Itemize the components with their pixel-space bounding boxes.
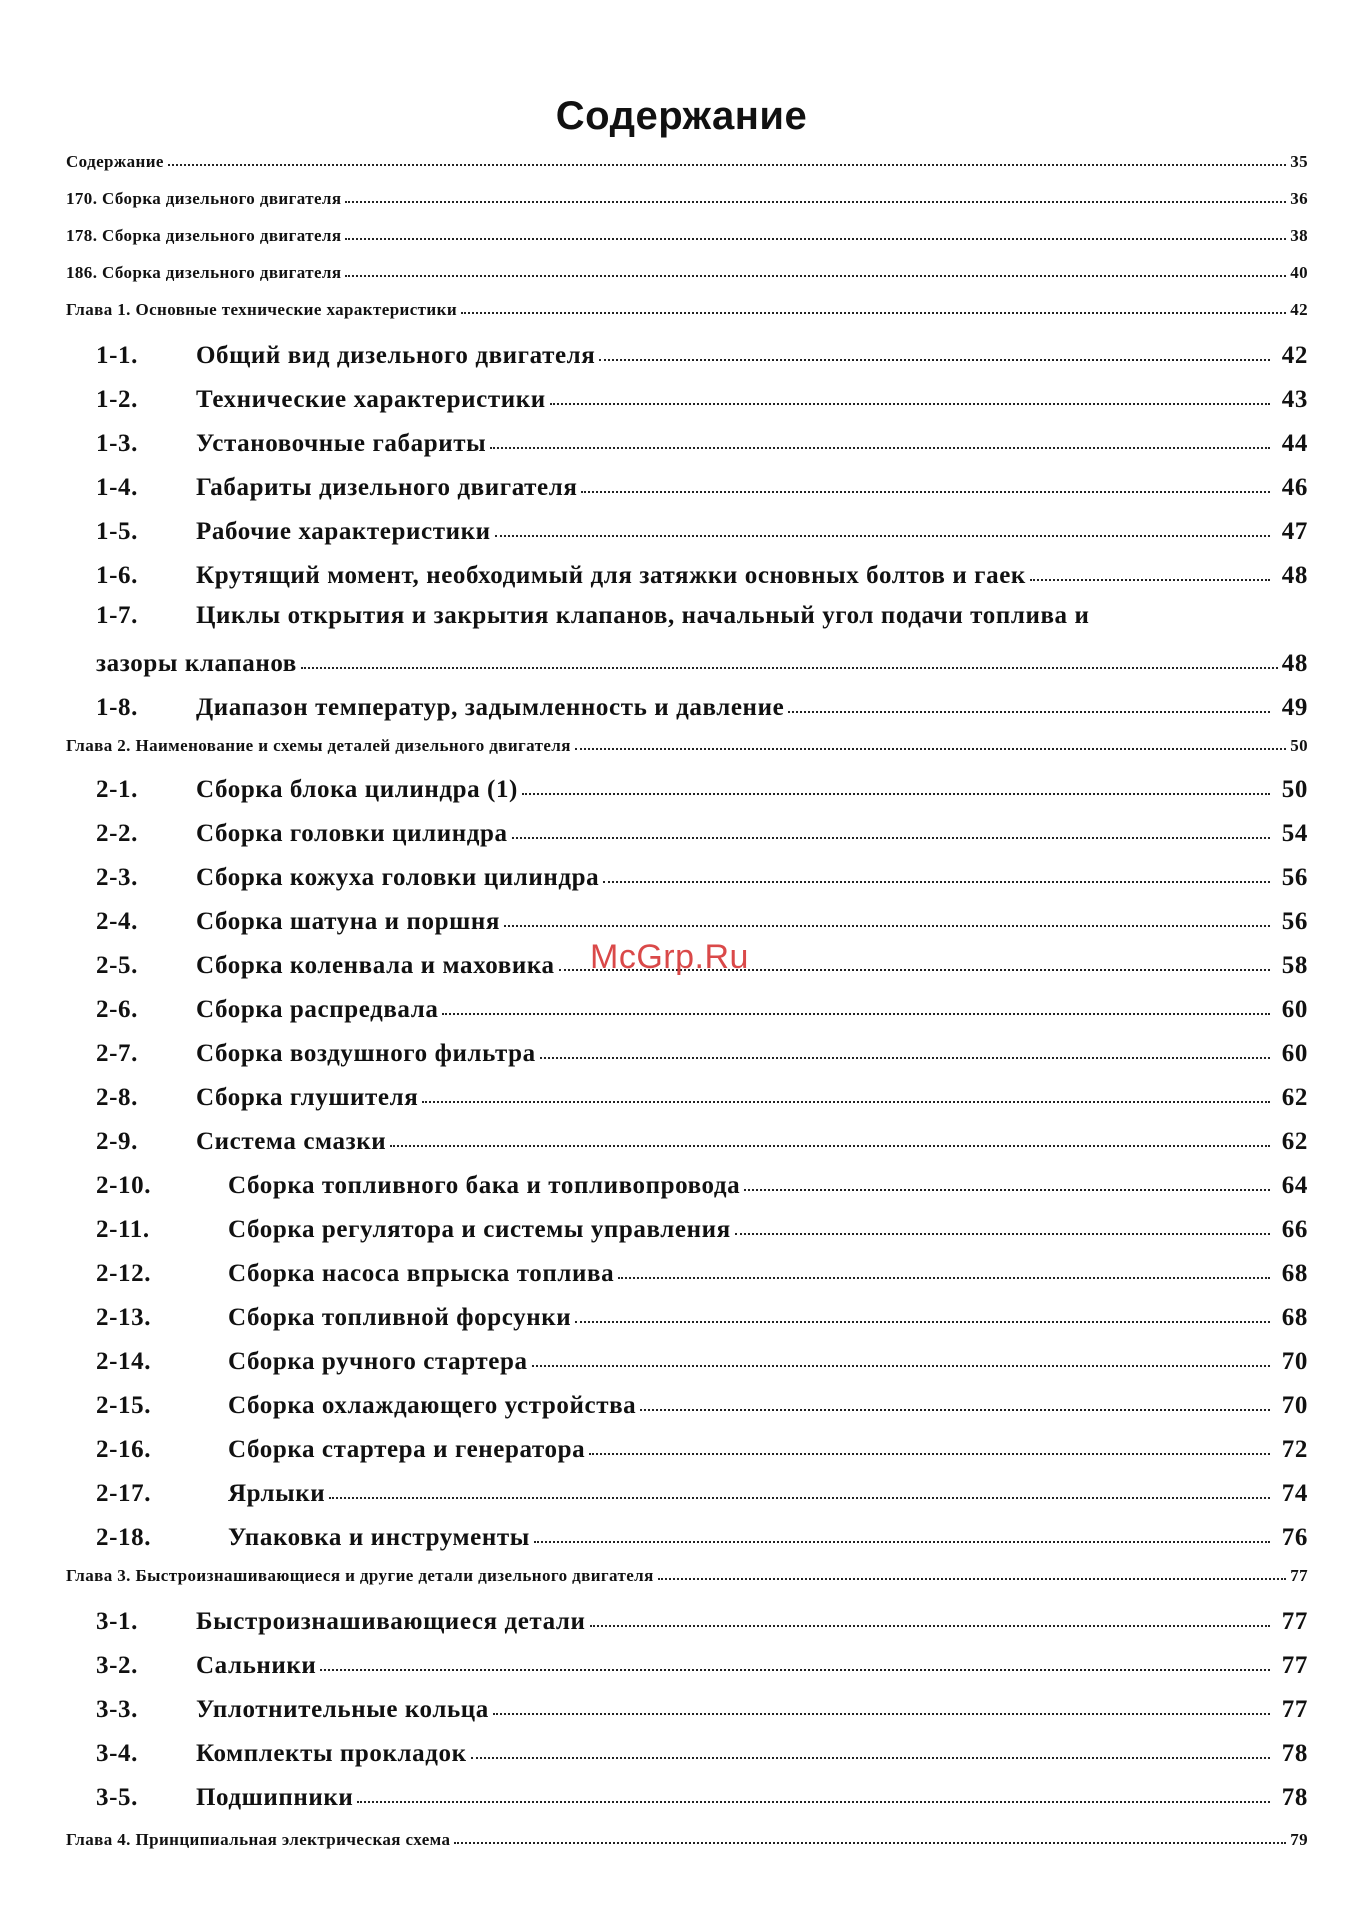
toc-section-number: 1-6. [96, 562, 138, 589]
toc-entry-page: 36 [1290, 189, 1308, 208]
toc-entry[interactable] [66, 150, 1308, 172]
toc-entry-page: 43 [1281, 386, 1308, 413]
dot-leader [788, 690, 1270, 715]
toc-section-entry[interactable] [96, 338, 1308, 370]
dot-leader [522, 772, 1270, 797]
toc-entry-page: 74 [1281, 1480, 1308, 1507]
dot-leader [540, 1036, 1270, 1061]
toc-entry-label: Сборка коленвала и маховика [196, 952, 555, 979]
toc-entry-page: 64 [1281, 1172, 1308, 1199]
toc-entry-label: Сальники [196, 1652, 317, 1679]
toc-section-number: 2-16. [96, 1436, 152, 1463]
toc-entry-label: Сборка кожуха головки цилиндра [196, 864, 600, 891]
dot-leader [550, 382, 1270, 407]
toc-section-entry[interactable] [96, 1300, 1308, 1332]
toc-entry-label: Система смазки [196, 1128, 387, 1155]
toc-entry-label: Сборка стартера и генератора [228, 1436, 586, 1463]
dot-leader [390, 1124, 1270, 1149]
dot-leader [493, 1692, 1270, 1717]
toc-section-number: 2-15. [96, 1392, 152, 1419]
toc-entry-label: Быстроизнашивающиеся детали [196, 1608, 586, 1635]
toc-section-entry[interactable] [96, 1036, 1308, 1068]
toc-section-entry[interactable] [96, 1256, 1308, 1288]
toc-entry-page: 42 [1281, 342, 1308, 369]
toc-section-entry[interactable] [96, 1212, 1308, 1244]
toc-section-entry[interactable] [96, 1080, 1308, 1112]
toc-entry-label: 178. Сборка дизельного двигателя [66, 226, 342, 245]
toc-entry-page: 38 [1290, 226, 1308, 245]
toc-section-entry-continuation[interactable] [96, 646, 1308, 678]
toc-section-number: 1-1. [96, 342, 138, 369]
toc-section-number: 1-4. [96, 474, 138, 501]
dot-leader [357, 1780, 1270, 1805]
toc-entry-page: 48 [1281, 650, 1308, 677]
toc-chapter-entry[interactable] [66, 1828, 1308, 1850]
toc-entry-label: Сборка глушителя [196, 1084, 419, 1111]
toc-section-entry[interactable] [96, 426, 1308, 458]
toc-entry-label: Ярлыки [228, 1480, 326, 1507]
toc-section-number: 2-11. [96, 1216, 150, 1243]
dot-leader [422, 1080, 1270, 1105]
toc-entry-label: Рабочие характеристики [196, 518, 491, 545]
toc-section-entry[interactable] [96, 690, 1308, 722]
toc-entry-page: 49 [1281, 694, 1308, 721]
toc-section-entry[interactable] [96, 1124, 1308, 1156]
toc-section-number: 2-8. [96, 1084, 138, 1111]
dot-leader [345, 261, 1286, 278]
toc-section-number: 1-8. [96, 694, 138, 721]
toc-entry-page: 50 [1290, 736, 1308, 755]
toc-entry-label: Крутящий момент, необходимый для затяжки основных болтов и гаек [196, 562, 1026, 589]
toc-entry-label: Сборка охлаждающего устройства [228, 1392, 637, 1419]
dot-leader [534, 1520, 1270, 1545]
toc-entry-page: 79 [1290, 1830, 1308, 1849]
toc-entry-page: 60 [1281, 996, 1308, 1023]
toc-entry-page: 35 [1290, 152, 1308, 171]
dot-leader [301, 646, 1278, 671]
dot-leader [735, 1212, 1270, 1237]
toc-section-entry[interactable] [96, 382, 1308, 414]
watermark: McGrp.Ru [590, 938, 749, 976]
toc-entry-label: Глава 3. Быстроизнашивающиеся и другие детали дизельного двигателя [66, 1566, 654, 1585]
toc-entry-page: 77 [1281, 1652, 1308, 1679]
dot-leader [504, 904, 1270, 929]
toc-entry-page: 68 [1281, 1260, 1308, 1287]
toc-entry-label: Сборка распредвала [196, 996, 439, 1023]
toc-entry-label: Сборка насоса впрыска топлива [228, 1260, 615, 1287]
toc-section-entry[interactable] [96, 1476, 1308, 1508]
toc-entry-label: Сборка регулятора и системы управления [228, 1216, 731, 1243]
dot-leader [471, 1736, 1270, 1761]
dot-leader [345, 224, 1286, 241]
toc-entry[interactable] [66, 187, 1308, 209]
toc-section-number: 3-2. [96, 1652, 138, 1679]
toc-entry-label: 186. Сборка дизельного двигателя [66, 263, 342, 282]
toc-section-number: 2-14. [96, 1348, 152, 1375]
toc-entry-page: 40 [1290, 263, 1308, 282]
dot-leader [590, 1604, 1270, 1629]
toc-section-entry[interactable] [96, 470, 1308, 502]
dot-leader [581, 470, 1270, 495]
toc-entry-label: Установочные габариты [196, 430, 487, 457]
toc-section-entry[interactable] [96, 992, 1308, 1024]
toc-entry-page: 68 [1281, 1304, 1308, 1331]
page-title: Содержание [555, 94, 808, 138]
toc-entry-label: Сборка топливного бака и топливопровода [228, 1172, 741, 1199]
toc-entry-page: 78 [1281, 1740, 1308, 1767]
toc-section-number: 2-17. [96, 1480, 152, 1507]
dot-leader [532, 1344, 1270, 1369]
dot-leader [461, 298, 1286, 315]
toc-entry-page: 62 [1281, 1128, 1308, 1155]
toc-section-entry[interactable] [96, 1344, 1308, 1376]
toc-section-number: 2-18. [96, 1524, 152, 1551]
toc-entry-page: 50 [1281, 776, 1308, 803]
toc-section-entry[interactable] [96, 1388, 1308, 1420]
toc-entry-page: 77 [1281, 1608, 1308, 1635]
toc-entry-page: 72 [1281, 1436, 1308, 1463]
toc-section-entry[interactable] [96, 1692, 1308, 1724]
toc-entry-page: 76 [1281, 1524, 1308, 1551]
toc-section-number: 2-9. [96, 1128, 138, 1155]
toc-section-number: 2-5. [96, 952, 138, 979]
toc-entry-label: Сборка топливной форсунки [228, 1304, 572, 1331]
dot-leader [640, 1388, 1270, 1413]
toc-section-number: 2-6. [96, 996, 138, 1023]
dot-leader [329, 1476, 1270, 1501]
toc-section-entry[interactable] [96, 1604, 1308, 1636]
toc-entry-page: 54 [1281, 820, 1308, 847]
toc-entry-label: Сборка шатуна и поршня [196, 908, 500, 935]
toc-section-entry[interactable] [96, 860, 1308, 892]
toc-section-entry[interactable] [96, 772, 1308, 804]
toc-chapter-entry[interactable] [66, 298, 1308, 320]
toc-section-entry[interactable] [96, 514, 1308, 546]
toc-section-number: 2-10. [96, 1172, 152, 1199]
toc-entry-page: 48 [1281, 562, 1308, 589]
toc-section-number: 1-2. [96, 386, 138, 413]
dot-leader [454, 1828, 1286, 1845]
dot-leader [575, 1300, 1270, 1325]
toc-section-number: 3-5. [96, 1784, 138, 1811]
toc-section-entry[interactable] [96, 558, 1308, 590]
toc-entry-page: 66 [1281, 1216, 1308, 1243]
toc-section-number: 2-13. [96, 1304, 152, 1331]
toc-entry-label: Сборка воздушного фильтра [196, 1040, 536, 1067]
toc-entry-page: 44 [1281, 430, 1308, 457]
toc-section-entry[interactable] [96, 1168, 1308, 1200]
toc-entry-label: Габариты дизельного двигателя [196, 474, 578, 501]
toc-entry-label: Глава 2. Наименование и схемы деталей дизельного двигателя [66, 736, 571, 755]
toc-entry-page: 56 [1281, 864, 1308, 891]
toc-entry-label: Подшипники [196, 1784, 354, 1811]
toc-section-entry[interactable] [96, 1780, 1308, 1812]
toc-entry-label: Глава 1. Основные технические характеристики [66, 300, 458, 319]
toc-entry-label: Сборка головки цилиндра [196, 820, 508, 847]
dot-leader [589, 1432, 1270, 1457]
dot-leader [512, 816, 1270, 841]
toc-entry-label: Технические характеристики [196, 386, 546, 413]
toc-section-number: 1-3. [96, 430, 138, 457]
toc-section-number: 3-1. [96, 1608, 138, 1635]
toc-section-entry[interactable] [96, 816, 1308, 848]
dot-leader [599, 338, 1270, 363]
toc-section-number: 2-3. [96, 864, 138, 891]
toc-section-number: 3-4. [96, 1740, 138, 1767]
dot-leader [744, 1168, 1270, 1193]
toc-section-number: 2-12. [96, 1260, 152, 1287]
toc-section-number: 2-4. [96, 908, 138, 935]
toc-section-number: 2-1. [96, 776, 138, 803]
dot-leader [490, 426, 1270, 451]
dot-leader [345, 187, 1286, 204]
toc-chapter-entry[interactable] [66, 1564, 1308, 1586]
toc-entry-page: 56 [1281, 908, 1308, 935]
toc-entry-label: Упаковка и инструменты [228, 1524, 530, 1551]
toc-entry[interactable] [66, 224, 1308, 246]
toc-section-number: 3-3. [96, 1696, 138, 1723]
dot-leader [603, 860, 1270, 885]
toc-entry-label: Общий вид дизельного двигателя [196, 342, 596, 369]
toc-section-entry[interactable] [96, 1648, 1308, 1680]
toc-entry-label: Сборка блока цилиндра (1) [196, 776, 518, 803]
toc-entry-label: Глава 4. Принципиальная электрическая схема [66, 1830, 451, 1849]
dot-leader [658, 1564, 1286, 1581]
toc-entry-label: Циклы открытия и закрытия клапанов, начальный угол подачи топлива и [196, 602, 1090, 629]
toc-entry-label: 170. Сборка дизельного двигателя [66, 189, 342, 208]
dot-leader [442, 992, 1270, 1017]
toc-section-number: 2-2. [96, 820, 138, 847]
toc-entry-page: 47 [1281, 518, 1308, 545]
toc-entry-page: 46 [1281, 474, 1308, 501]
toc-section-entry[interactable] [96, 1736, 1308, 1768]
dot-leader [168, 150, 1286, 167]
toc-section-number: 1-7. [96, 602, 138, 629]
toc-entry[interactable] [66, 261, 1308, 283]
toc-entry-page: 70 [1281, 1348, 1308, 1375]
toc-entry-page: 78 [1281, 1784, 1308, 1811]
toc-section-entry[interactable] [96, 1432, 1308, 1464]
toc-section-entry[interactable] [96, 602, 1308, 630]
toc-entry-label: Сборка ручного стартера [228, 1348, 528, 1375]
toc-entry-page: 77 [1281, 1696, 1308, 1723]
toc-entry-page: 62 [1281, 1084, 1308, 1111]
toc-entry-label: Диапазон температур, задымленность и давление [196, 694, 785, 721]
toc-entry-page: 42 [1290, 300, 1308, 319]
toc-entry-page: 77 [1290, 1566, 1308, 1585]
toc-section-entry[interactable] [96, 1520, 1308, 1552]
toc-section-entry[interactable] [96, 904, 1308, 936]
dot-leader [495, 514, 1270, 539]
dot-leader [618, 1256, 1270, 1281]
dot-leader [575, 734, 1286, 751]
toc-entry-page: 60 [1281, 1040, 1308, 1067]
toc-entry-page: 70 [1281, 1392, 1308, 1419]
toc-entry-page: 58 [1281, 952, 1308, 979]
toc-entry-label-continued: зазоры клапанов [96, 650, 297, 677]
dot-leader [320, 1648, 1270, 1673]
toc-section-number: 1-5. [96, 518, 138, 545]
toc-entry-label: Уплотнительные кольца [196, 1696, 489, 1723]
toc-chapter-entry[interactable] [66, 734, 1308, 756]
toc-entry-label: Содержание [66, 152, 164, 171]
toc-entry-label: Комплекты прокладок [196, 1740, 467, 1767]
toc-section-number: 2-7. [96, 1040, 138, 1067]
dot-leader [1030, 558, 1270, 583]
